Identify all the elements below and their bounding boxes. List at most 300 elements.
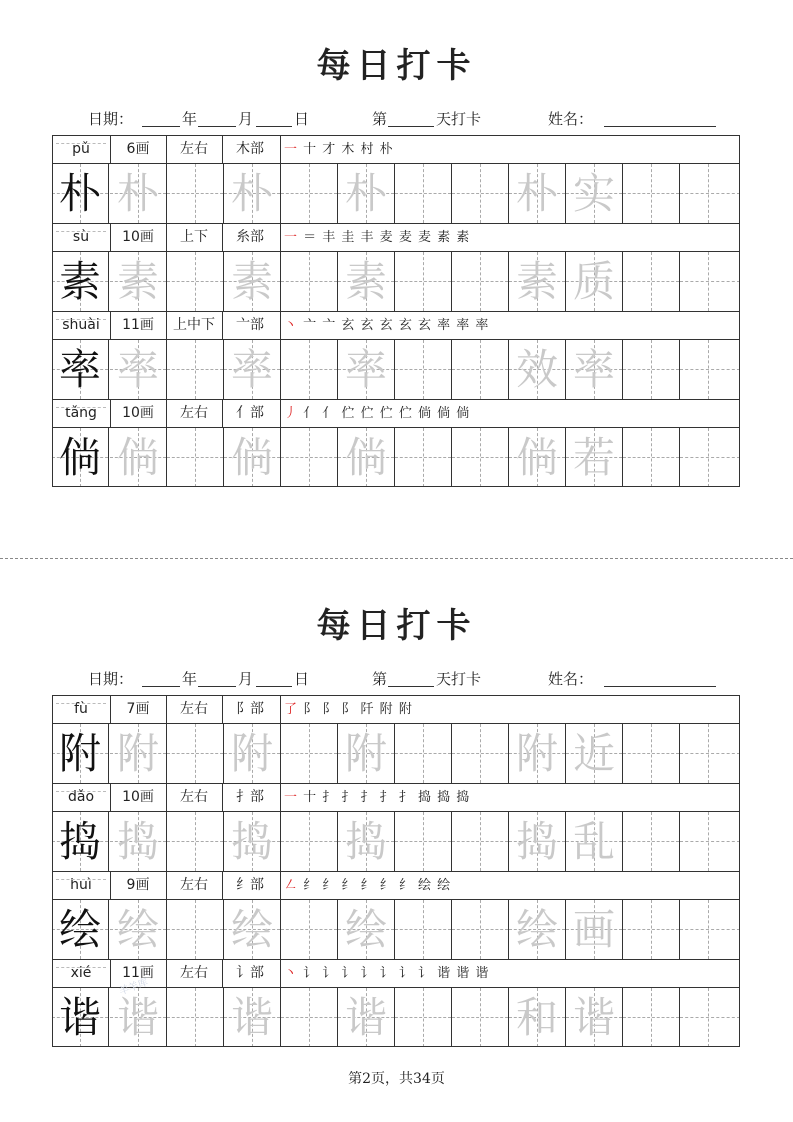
radical-label: 糸部 (236, 229, 264, 245)
guide-line (309, 164, 310, 223)
practice-box[interactable] (509, 252, 566, 311)
practice-box[interactable] (680, 428, 740, 487)
checkin-label: 天打卡 (436, 670, 482, 688)
char-practice-row (52, 723, 740, 783)
practice-box[interactable] (452, 428, 509, 487)
stroke-order-first: 丶 (284, 966, 299, 981)
model-char: 倘 (58, 433, 101, 482)
practice-box[interactable] (167, 724, 224, 783)
practice-box[interactable] (167, 900, 224, 959)
practice-box[interactable] (509, 988, 566, 1047)
practice-box[interactable] (680, 340, 740, 399)
practice-box[interactable] (452, 812, 509, 871)
structure-label: 左右 (180, 405, 208, 421)
cell-divider (280, 136, 281, 163)
cell-divider (222, 872, 223, 899)
guide-line (195, 428, 196, 487)
practice-box[interactable] (566, 252, 623, 311)
guide-line (680, 929, 740, 930)
guide-line (480, 900, 481, 959)
guide-line (480, 812, 481, 871)
guide-line (651, 252, 652, 311)
practice-box[interactable] (395, 252, 452, 311)
guide-line (480, 428, 481, 487)
trace-char: 倘 (344, 433, 387, 482)
practice-box[interactable] (680, 812, 740, 871)
watermark: 羊羊库 (117, 977, 150, 998)
day-blank[interactable] (256, 686, 292, 687)
model-char-box (52, 340, 109, 399)
practice-box[interactable] (452, 164, 509, 223)
practice-box[interactable] (281, 900, 338, 959)
trace-char: 捣 (344, 817, 387, 866)
nth-blank[interactable] (388, 126, 434, 127)
guide-line (680, 1017, 740, 1018)
guide-line (309, 340, 310, 399)
model-char-box (52, 428, 109, 487)
nth-blank[interactable] (388, 686, 434, 687)
char-info-row (52, 871, 740, 899)
structure-label: 上下 (180, 229, 208, 245)
practice-box[interactable] (623, 428, 680, 487)
cell-divider (280, 400, 281, 427)
trace-char: 捣 (116, 817, 159, 866)
char-practice-row (52, 811, 740, 871)
char-practice-row (52, 339, 740, 399)
guide-line (708, 812, 709, 871)
trace-char: 绘 (515, 905, 558, 954)
guide-line (423, 900, 424, 959)
stroke-order-first: 丿 (284, 406, 299, 421)
trace-char: 素 (116, 257, 159, 306)
char-practice-row (52, 899, 740, 959)
cell-divider (222, 960, 223, 987)
practice-box[interactable] (566, 724, 623, 783)
cell-divider (166, 960, 167, 987)
info-line (0, 108, 793, 132)
pinyin-label: dǎo (67, 789, 95, 805)
trace-char: 朴 (515, 169, 558, 218)
guide-line (680, 753, 740, 754)
practice-box[interactable] (395, 900, 452, 959)
radical-label: 木部 (236, 141, 264, 157)
model-char-box (52, 164, 109, 223)
char-info-row (52, 783, 740, 811)
practice-box[interactable] (281, 988, 338, 1047)
model-char-box (52, 724, 109, 783)
trace-char: 朴 (116, 169, 159, 218)
practice-box[interactable] (509, 428, 566, 487)
pinyin-guide-line (56, 407, 106, 408)
cell-divider (222, 224, 223, 251)
practice-box[interactable] (623, 252, 680, 311)
cell-divider (280, 872, 281, 899)
practice-box[interactable] (224, 988, 281, 1047)
char-practice-row (52, 987, 740, 1047)
practice-box[interactable] (452, 252, 509, 311)
guide-line (680, 281, 740, 282)
practice-box[interactable] (623, 164, 680, 223)
trace-char: 绘 (230, 905, 273, 954)
practice-box[interactable] (110, 164, 167, 223)
name-blank[interactable] (604, 686, 716, 687)
practice-box[interactable] (623, 988, 680, 1047)
guide-line (708, 428, 709, 487)
cell-divider (166, 312, 167, 339)
guide-line (423, 988, 424, 1047)
radical-label: 扌部 (236, 789, 264, 805)
name-label: 姓名： (548, 110, 594, 128)
practice-box[interactable] (110, 812, 167, 871)
stroke-order (284, 784, 734, 811)
pinyin-guide-line (56, 791, 106, 792)
model-char-box (52, 988, 109, 1047)
pinyin-guide-line (56, 231, 106, 232)
practice-box[interactable] (338, 164, 395, 223)
cell-divider (280, 224, 281, 251)
trace-char: 率 (230, 345, 273, 394)
stroke-count: 10画 (122, 405, 154, 421)
practice-box[interactable] (395, 724, 452, 783)
guide-line (680, 841, 740, 842)
stroke-count: 11画 (122, 965, 154, 981)
practice-box[interactable] (623, 812, 680, 871)
practice-box[interactable] (338, 252, 395, 311)
stroke-order-first: 一 (284, 142, 299, 157)
guide-line (708, 900, 709, 959)
pinyin-guide-line (56, 879, 106, 880)
practice-box[interactable] (110, 900, 167, 959)
month-blank[interactable] (198, 126, 236, 127)
year-label: 年 (182, 670, 198, 688)
practice-box[interactable] (623, 340, 680, 399)
practice-box[interactable] (338, 724, 395, 783)
pinyin-label: shuài (62, 317, 100, 333)
stroke-order-rest: 纟 纟 纟 纟 纟 纟 绘 绘 (303, 878, 452, 893)
guide-line (195, 164, 196, 223)
guide-line (708, 724, 709, 783)
practice-box[interactable] (566, 900, 623, 959)
cell-divider (280, 696, 281, 723)
practice-box[interactable] (452, 988, 509, 1047)
practice-box[interactable] (623, 900, 680, 959)
cut-line (0, 558, 793, 559)
stroke-order-first: 一 (284, 230, 299, 245)
practice-box[interactable] (281, 428, 338, 487)
trace-char: 绘 (344, 905, 387, 954)
year-blank[interactable] (142, 686, 180, 687)
pinyin-label: tǎng (65, 405, 97, 421)
practice-box[interactable] (338, 428, 395, 487)
guide-line (651, 988, 652, 1047)
cell-divider (280, 312, 281, 339)
guide-line (680, 369, 740, 370)
practice-box[interactable] (395, 812, 452, 871)
nth-label: 第 (372, 670, 388, 688)
name-blank[interactable] (604, 126, 716, 127)
checkin-label: 天打卡 (436, 110, 482, 128)
model-char: 附 (58, 729, 101, 778)
cell-divider (166, 400, 167, 427)
model-char: 率 (58, 345, 101, 394)
trace-char: 素 (230, 257, 273, 306)
practice-box[interactable] (224, 428, 281, 487)
practice-box[interactable] (110, 252, 167, 311)
structure-label: 左右 (180, 701, 208, 717)
practice-box[interactable] (509, 812, 566, 871)
practice-box[interactable] (566, 812, 623, 871)
practice-box[interactable] (281, 812, 338, 871)
stroke-count: 10画 (122, 789, 154, 805)
practice-box[interactable] (680, 724, 740, 783)
trace-char: 率 (116, 345, 159, 394)
guide-line (651, 428, 652, 487)
practice-box[interactable] (281, 340, 338, 399)
trace-char: 附 (116, 729, 159, 778)
page-footer: 第2页，共34页 (348, 1071, 445, 1087)
guide-line (480, 340, 481, 399)
guide-line (651, 164, 652, 223)
card-title: 每日打卡 (316, 46, 477, 86)
model-char: 绘 (58, 905, 101, 954)
trace-char: 近 (572, 729, 615, 778)
cell-divider (110, 224, 111, 251)
char-info-row (52, 223, 740, 251)
guide-line (309, 252, 310, 311)
model-char-box (52, 900, 109, 959)
practice-box[interactable] (224, 900, 281, 959)
cell-divider (110, 312, 111, 339)
cell-divider (222, 136, 223, 163)
practice-box[interactable] (167, 252, 224, 311)
pinyin-guide-line (56, 143, 106, 144)
model-char-box (52, 812, 109, 871)
stroke-order-rest: 十 扌 扌 扌 扌 扌 捣 捣 捣 (303, 790, 471, 805)
guide-line (480, 252, 481, 311)
practice-box[interactable] (452, 900, 509, 959)
practice-box[interactable] (680, 900, 740, 959)
trace-char: 倘 (515, 433, 558, 482)
stroke-order-first: ㇜ (284, 878, 299, 893)
practice-box[interactable] (452, 340, 509, 399)
cell-divider (222, 784, 223, 811)
structure-label: 左右 (180, 965, 208, 981)
trace-char: 朴 (230, 169, 273, 218)
stroke-order (284, 224, 734, 251)
name-label: 姓名： (548, 670, 594, 688)
stroke-order-first: 丶 (284, 318, 299, 333)
stroke-order-first: 了 (284, 702, 299, 717)
trace-char: 谐 (230, 993, 273, 1042)
pinyin-label: xié (70, 965, 92, 981)
trace-char: 谐 (116, 993, 159, 1042)
trace-char: 素 (515, 257, 558, 306)
guide-line (195, 340, 196, 399)
guide-line (680, 457, 740, 458)
guide-line (309, 988, 310, 1047)
info-line (0, 668, 793, 692)
practice-box[interactable] (338, 340, 395, 399)
guide-line (195, 812, 196, 871)
cell-divider (166, 136, 167, 163)
practice-box[interactable] (566, 988, 623, 1047)
stroke-count: 10画 (122, 229, 154, 245)
model-char-box (52, 252, 109, 311)
practice-box[interactable] (167, 812, 224, 871)
cell-divider (222, 312, 223, 339)
guide-line (651, 724, 652, 783)
guide-line (309, 428, 310, 487)
practice-box[interactable] (110, 428, 167, 487)
guide-line (480, 724, 481, 783)
card-title: 每日打卡 (316, 606, 477, 646)
char-info-row (52, 135, 740, 163)
practice-box[interactable] (110, 724, 167, 783)
char-practice-row (52, 163, 740, 223)
char-info-row (52, 311, 740, 339)
practice-box[interactable] (395, 428, 452, 487)
stroke-count: 9画 (126, 877, 150, 893)
stroke-count: 11画 (122, 317, 154, 333)
practice-box[interactable] (566, 340, 623, 399)
practice-box[interactable] (224, 724, 281, 783)
month-blank[interactable] (198, 686, 236, 687)
cell-divider (280, 784, 281, 811)
practice-box[interactable] (167, 988, 224, 1047)
guide-line (651, 340, 652, 399)
practice-box[interactable] (224, 252, 281, 311)
practice-box[interactable] (680, 252, 740, 311)
radical-label: 亠部 (236, 317, 264, 333)
guide-line (651, 900, 652, 959)
practice-box[interactable] (281, 164, 338, 223)
cell-divider (110, 784, 111, 811)
guide-line (480, 988, 481, 1047)
month-label: 月 (238, 670, 254, 688)
practice-box[interactable] (395, 340, 452, 399)
day-blank[interactable] (256, 126, 292, 127)
practice-box[interactable] (623, 724, 680, 783)
practice-box[interactable] (110, 988, 167, 1047)
practice-box[interactable] (452, 724, 509, 783)
cell-divider (222, 400, 223, 427)
year-blank[interactable] (142, 126, 180, 127)
stroke-order-first: 一 (284, 790, 299, 805)
practice-box[interactable] (338, 900, 395, 959)
trace-char: 乱 (572, 817, 615, 866)
day-label: 日 (294, 670, 310, 688)
trace-char: 画 (572, 905, 615, 954)
guide-line (423, 812, 424, 871)
practice-box[interactable] (338, 988, 395, 1047)
practice-grid (52, 695, 740, 1049)
practice-box[interactable] (281, 724, 338, 783)
day-label: 日 (294, 110, 310, 128)
stroke-order (284, 872, 734, 899)
structure-label: 上中下 (173, 317, 215, 333)
cell-divider (166, 872, 167, 899)
practice-box[interactable] (167, 428, 224, 487)
practice-box[interactable] (224, 340, 281, 399)
trace-char: 质 (572, 257, 615, 306)
radical-label: 亻部 (236, 405, 264, 421)
trace-char: 效 (515, 345, 558, 394)
cell-divider (280, 960, 281, 987)
pinyin-guide-line (56, 319, 106, 320)
trace-char: 谐 (572, 993, 615, 1042)
char-practice-row (52, 427, 740, 487)
cell-divider (110, 960, 111, 987)
practice-box[interactable] (509, 900, 566, 959)
stroke-count: 7画 (126, 701, 150, 717)
practice-box[interactable] (566, 164, 623, 223)
practice-box[interactable] (167, 164, 224, 223)
trace-char: 率 (344, 345, 387, 394)
trace-char: 倘 (230, 433, 273, 482)
nth-label: 第 (372, 110, 388, 128)
practice-grid (52, 135, 740, 489)
practice-box[interactable] (509, 164, 566, 223)
practice-box[interactable] (680, 164, 740, 223)
practice-box[interactable] (680, 988, 740, 1047)
trace-char: 捣 (515, 817, 558, 866)
practice-box[interactable] (224, 812, 281, 871)
stroke-order (284, 136, 734, 163)
trace-char: 附 (515, 729, 558, 778)
stroke-order (284, 400, 734, 427)
radical-label: 纟部 (236, 877, 264, 893)
practice-box[interactable] (395, 988, 452, 1047)
structure-label: 左右 (180, 789, 208, 805)
model-char: 谐 (58, 993, 101, 1042)
stroke-order (284, 312, 734, 339)
guide-line (195, 988, 196, 1047)
guide-line (195, 900, 196, 959)
practice-box[interactable] (281, 252, 338, 311)
stroke-order-rest: ＝ 丰 圭 丰 麦 麦 麦 素 素 (303, 230, 471, 245)
structure-label: 左右 (180, 141, 208, 157)
char-practice-row (52, 251, 740, 311)
practice-box[interactable] (224, 164, 281, 223)
practice-box[interactable] (566, 428, 623, 487)
practice-box[interactable] (338, 812, 395, 871)
stroke-order-rest: 亠 亠 玄 玄 玄 玄 玄 率 率 率 (303, 318, 490, 333)
guide-line (708, 252, 709, 311)
practice-box[interactable] (509, 340, 566, 399)
trace-char: 和 (515, 993, 558, 1042)
stroke-order-rest: 十 才 木 村 朴 (303, 142, 394, 157)
pinyin-guide-line (56, 703, 106, 704)
guide-line (708, 164, 709, 223)
cell-divider (222, 696, 223, 723)
cell-divider (110, 136, 111, 163)
stroke-order-rest: 讠 讠 讠 讠 讠 讠 讠 谐 谐 谐 (303, 966, 490, 981)
practice-box[interactable] (110, 340, 167, 399)
cell-divider (110, 400, 111, 427)
practice-box[interactable] (167, 340, 224, 399)
practice-box[interactable] (509, 724, 566, 783)
month-label: 月 (238, 110, 254, 128)
practice-box[interactable] (395, 164, 452, 223)
trace-char: 实 (572, 169, 615, 218)
date-label: 日期： (88, 110, 134, 128)
char-info-row (52, 695, 740, 723)
guide-line (195, 724, 196, 783)
guide-line (480, 164, 481, 223)
trace-char: 附 (230, 729, 273, 778)
guide-line (423, 428, 424, 487)
guide-line (708, 340, 709, 399)
